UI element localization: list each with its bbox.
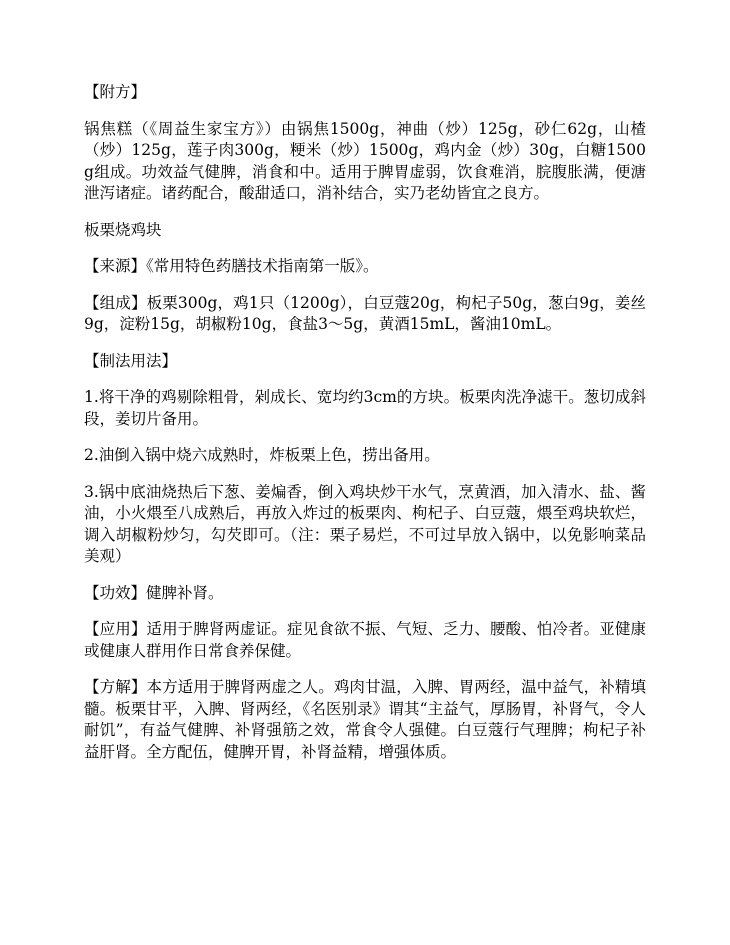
paragraph-source: 【来源】《常用特色药膳技术指南第一版》。 [84,257,379,275]
heading-preparation: 【制法用法】 [84,351,178,370]
paragraph-application: 【应用】适用于脾肾两虚证。症见食欲不振、气短、乏力、腰酸、怕冷者。亚健康或健康人群用作日常食养保健。 [84,620,646,660]
paragraph-efficacy: 【功效】健脾补肾。 [84,583,224,602]
paragraph-guojiao-cake: 锅焦糕（《周益生家宝方》）由锅焦1500g，神曲（炒）125g，砂仁62g，山楂（炒）125g，莲子肉300g，粳米（炒）1500g，鸡内金（炒）30g，白糖1500g组成。功效益气健脾，消食和中。适用于脾胃虚弱，饮食难消，脘腹胀满，便溏泄泻诸症。诸药配合，酸甜适口，消补结合，实乃老幼皆宜之良方。 [84,119,646,202]
step-2: 2.油倒入锅中烧六成熟时，炸板栗上色，捞出备用。 [84,446,440,464]
step-3: 3.锅中底油烧热后下葱、姜煸香，倒入鸡块炒干水气，烹黄酒，加入清水、盐、酱油，小火煨至八成熟后，再放入炸过的板栗肉、枸杞子、白豆蔻，煨至鸡块软烂，调入胡椒粉炒匀，勾芡即可。（注：栗子易烂，不可过早放入锅中，以免影响菜品美观） [84,482,646,565]
step-1: 1.将干净的鸡剔除粗骨，剁成长、宽均约3cm的方块。板栗肉洗净滤干。葱切成斜段，姜切片备用。 [84,388,646,428]
heading-appendix-formula: 【附方】 [84,83,147,101]
paragraph-analysis: 【方解】本方适用于脾肾两虚之人。鸡肉甘温，入脾、胃两经，温中益气，补精填髓。板栗甘平，入脾、肾两经，《名医别录》谓其“主益气，厚肠胃，补肾气，令人耐饥”，有益气健脾、补肾强筋之效，常食令人强健。白豆蔻行气理脾；枸杞子补益肝肾。全方配伍，健脾开胃，补肾益精，增强体质。 [84,678,646,761]
document-page [84,82,646,763]
paragraph-ingredients: 【组成】板栗300g，鸡1只（1200g），白豆蔻20g，枸杞子50g，葱白9g，姜丝9g，淀粉15g，胡椒粉10g，食盐3～5g，黄酒15mL，酱油10mL。 [84,293,646,333]
recipe-title: 板栗烧鸡块 [84,220,162,239]
